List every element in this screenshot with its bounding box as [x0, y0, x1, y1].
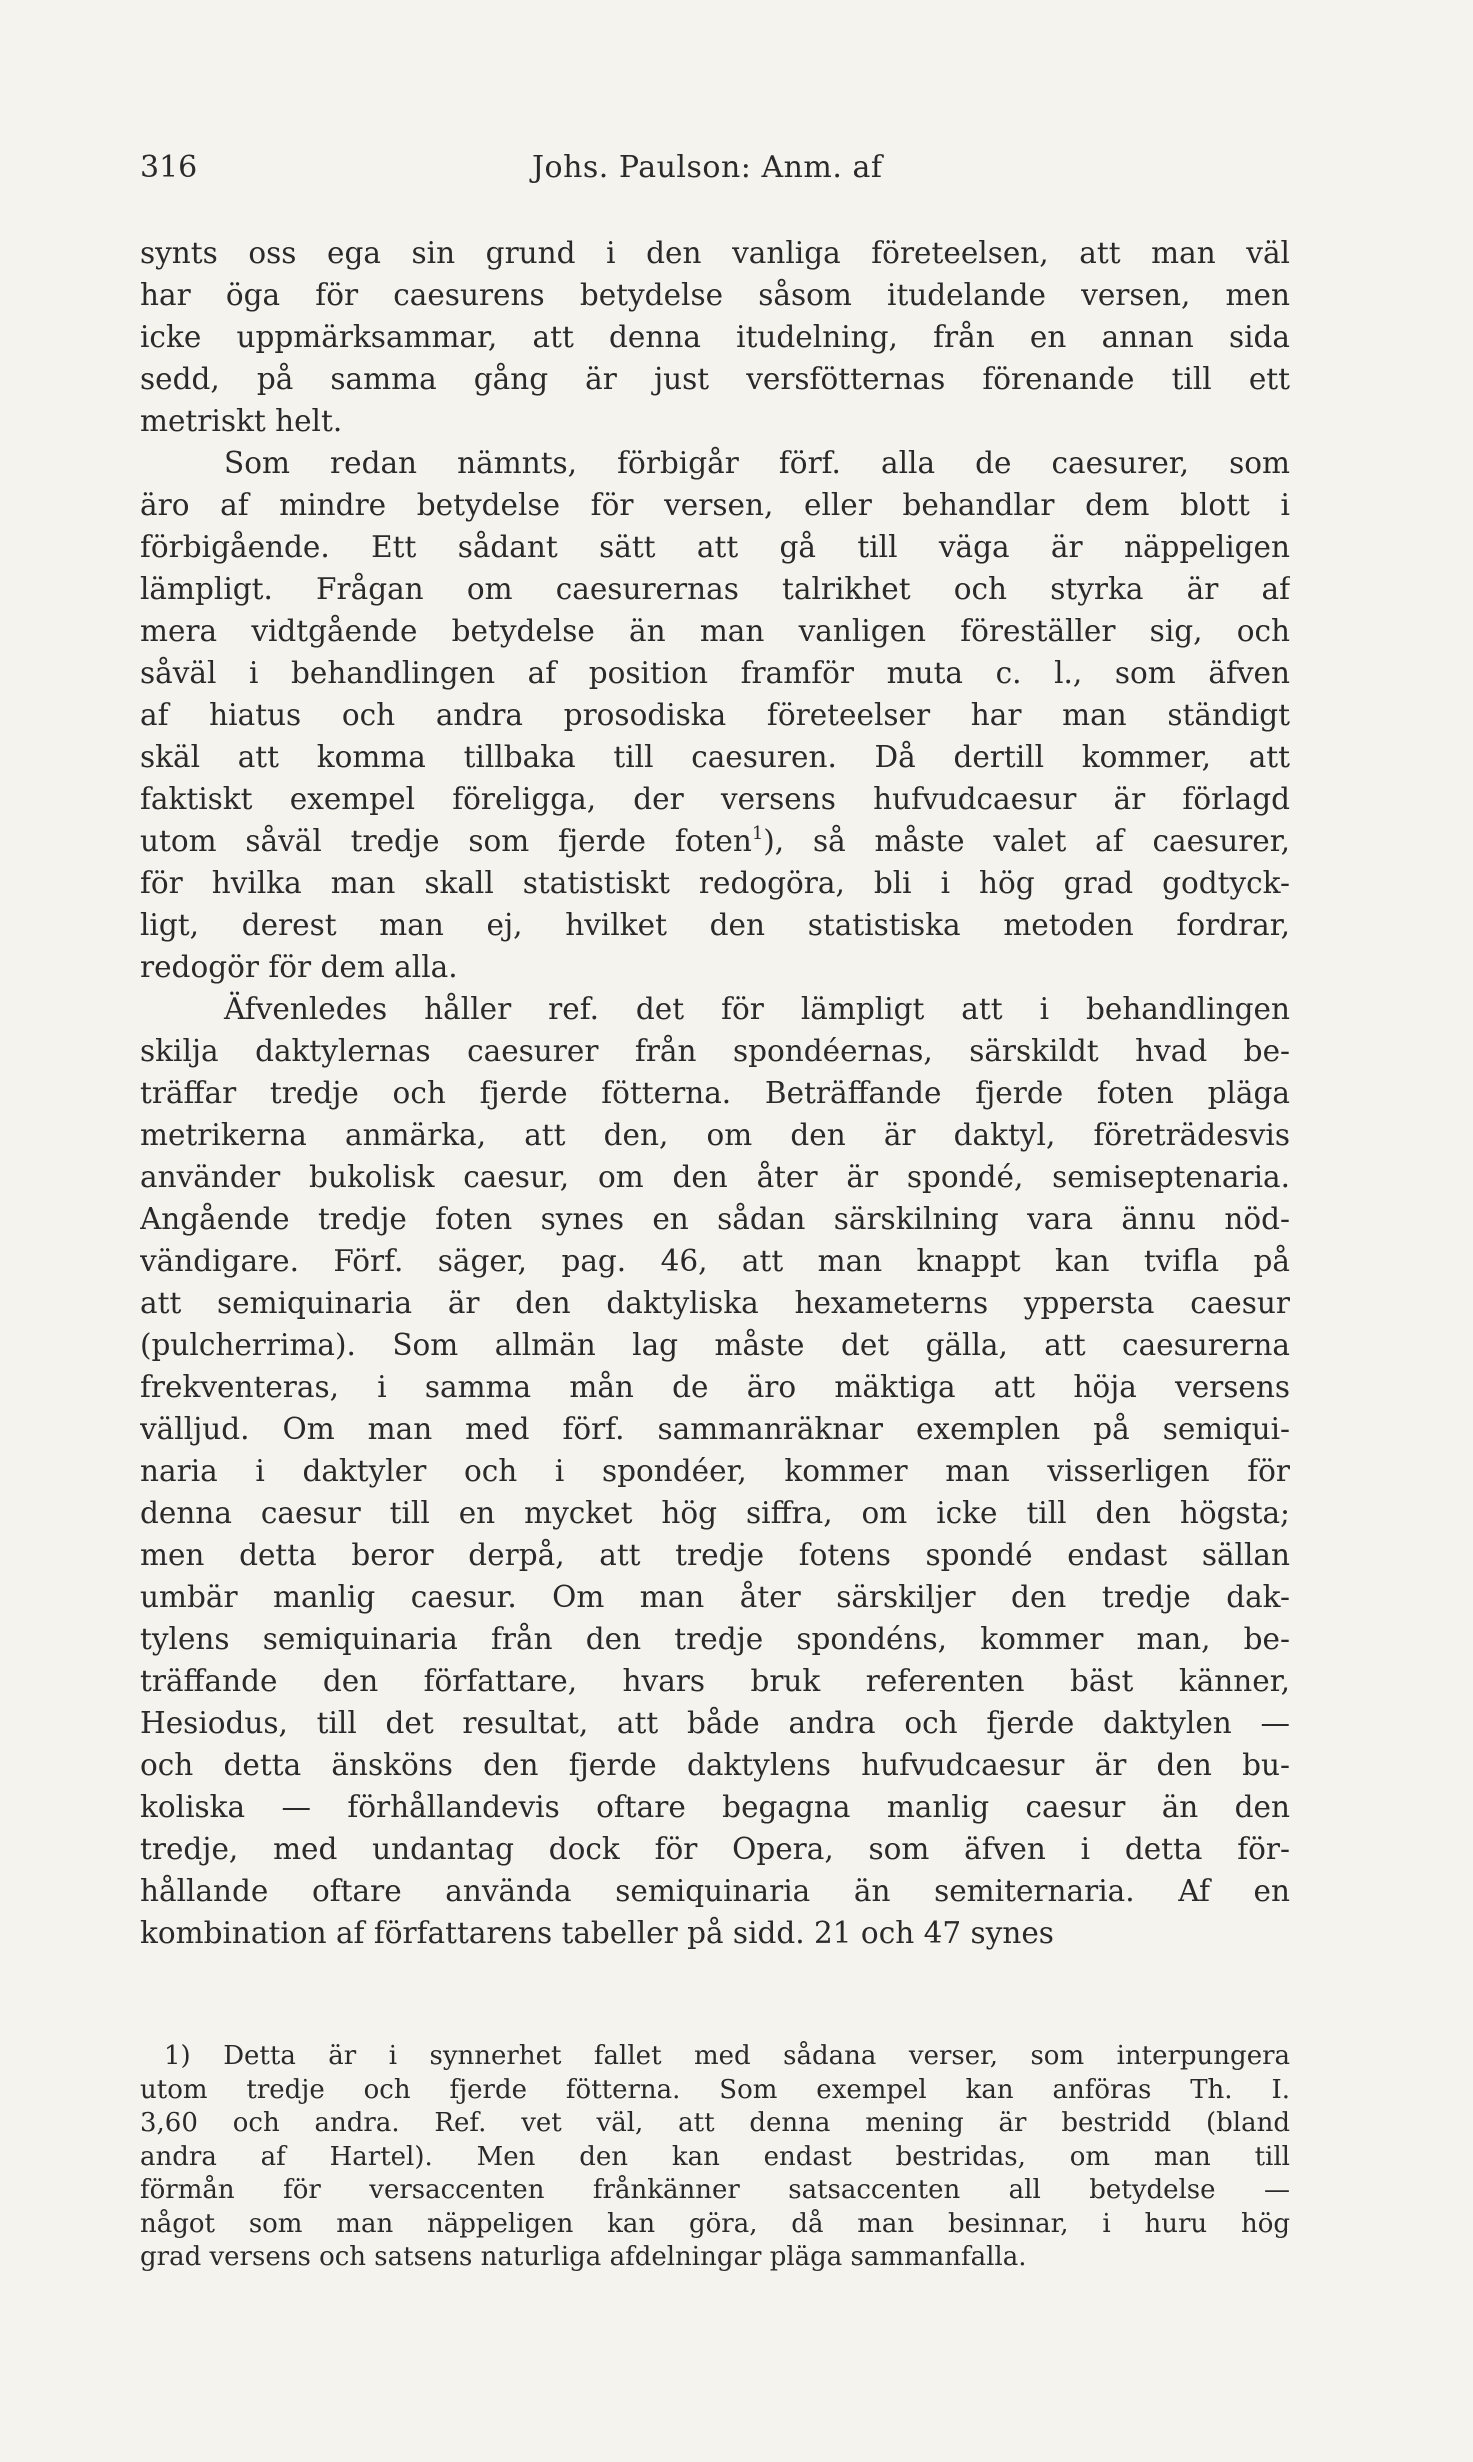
text-line: träffande den författare, hvars bruk referenten bäst känner,	[140, 1664, 1290, 1698]
body-text	[140, 232, 1290, 1954]
text-line: skäl att komma tillbaka till caesuren. Då dertill kommer, att	[140, 740, 1290, 774]
footnote-marker: 1)	[164, 2041, 191, 2071]
page-header	[140, 150, 1290, 190]
footnote-line: grad versens och satsens naturliga afdelningar pläga sammanfalla.	[140, 2242, 1027, 2272]
footnote-line: förmån för versaccenten frånkänner satsaccenten all betydelse —	[140, 2175, 1290, 2205]
text-line: lämpligt. Frågan om caesurernas talrikhet och styrka är af	[140, 572, 1290, 606]
text-line: Angående tredje foten synes en sådan särskilning vara ännu nöd-	[140, 1202, 1290, 1236]
text-line: hållande oftare använda semiquinaria än semiternaria. Af en	[140, 1874, 1290, 1908]
text-line: såväl i behandlingen af position framför muta c. l., som äfven	[140, 656, 1290, 690]
text-line: icke uppmärksammar, att denna itudelning, från en annan sida	[140, 320, 1290, 354]
text-line: äro af mindre betydelse för versen, eller behandlar dem blott i	[140, 488, 1290, 522]
text-line: denna caesur till en mycket hög siffra, om icke till den högsta;	[140, 1496, 1290, 1530]
text-line: tredje, med undantag dock för Opera, som äfven i detta för-	[140, 1832, 1290, 1866]
text-line: naria i daktyler och i spondéer, kommer man visserligen för	[140, 1454, 1290, 1488]
text-line-with-footnote	[140, 820, 1290, 862]
footnote-line: andra af Hartel). Men den kan endast bestridas, om man till	[140, 2141, 1290, 2172]
text-line: Som redan nämnts, förbigår förf. alla de caesurer, som	[224, 446, 1290, 480]
page-number: 316	[140, 150, 198, 185]
text-line: mera vidtgående betydelse än man vanligen föreställer sig, och	[140, 614, 1290, 648]
text-line: metriskt helt.	[140, 404, 343, 438]
text-line: Äfvenledes håller ref. det för lämpligt att i behandlingen	[224, 992, 1290, 1026]
text-line: har öga för caesurens betydelse såsom itudelande versen, men	[140, 278, 1290, 312]
text-line: koliska — förhållandevis oftare begagna manlig caesur än den	[140, 1790, 1290, 1824]
text-line: men detta beror derpå, att tredje fotens spondé endast sällan	[140, 1538, 1290, 1572]
text-line: välljud. Om man med förf. sammanräknar exemplen på semiqui-	[140, 1412, 1290, 1446]
text-line: och detta änsköns den fjerde daktylens hufvudcaesur är den bu-	[140, 1748, 1290, 1782]
footnote-line: utom tredje och fjerde fötterna. Som exempel kan anföras Th. I.	[140, 2074, 1290, 2105]
text-line: träffar tredje och fjerde fötterna. Beträffande fjerde foten pläga	[140, 1076, 1290, 1110]
text-line: synts oss ega sin grund i den vanliga företeelsen, att man väl	[140, 236, 1290, 270]
footnote	[140, 2040, 1290, 2275]
text-line: ligt, derest man ej, hvilket den statistiska metoden fordrar,	[140, 908, 1290, 942]
footnote-text: Detta är i synnerhet fallet med sådana verser, som interpungera	[223, 2041, 1290, 2071]
footnote-reference[interactable]: 1	[751, 823, 764, 844]
text-line: vändigare. Förf. säger, pag. 46, att man knappt kan tvifla på	[140, 1244, 1290, 1278]
text-line: umbär manlig caesur. Om man åter särskiljer den tredje dak-	[140, 1580, 1290, 1614]
footnote-line: 3,60 och andra. Ref. vet väl, att denna mening är bestridd (bland	[140, 2108, 1290, 2138]
footnote-line: något som man näppeligen kan göra, då man besinnar, i huru hög	[140, 2208, 1290, 2239]
running-head: Johs. Paulson: Anm. af	[532, 150, 883, 185]
footnote-line	[140, 2040, 1290, 2074]
text-line: faktiskt exempel föreligga, der versens hufvudcaesur är förlagd	[140, 782, 1290, 816]
text-line: förbigående. Ett sådant sätt att gå till väga är näppeligen	[140, 530, 1290, 564]
text-line: att semiquinaria är den daktyliska hexameterns yppersta caesur	[140, 1286, 1290, 1320]
text-line: frekventeras, i samma mån de äro mäktiga att höja versens	[140, 1370, 1290, 1404]
text-line: (pulcherrima). Som allmän lag måste det gälla, att caesurerna	[140, 1328, 1290, 1362]
text-line: kombination af författarens tabeller på sidd. 21 och 47 synes	[140, 1916, 1054, 1950]
text-line: af hiatus och andra prosodiska företeelser har man ständigt	[140, 698, 1290, 732]
text-line-tail: ), så måste valet af caesurer,	[763, 824, 1290, 858]
text-line: redogör för dem alla.	[140, 950, 458, 984]
text-line-head: utom såväl tredje som fjerde foten	[140, 824, 752, 858]
text-line: sedd, på samma gång är just versfötternas förenande till ett	[140, 362, 1290, 396]
text-line: skilja daktylernas caesurer från spondéernas, särskildt hvad be-	[140, 1034, 1290, 1068]
text-line: metrikerna anmärka, att den, om den är daktyl, företrädesvis	[140, 1118, 1290, 1152]
text-line: för hvilka man skall statistiskt redogöra, bli i hög grad godtyck-	[140, 866, 1290, 900]
text-line: tylens semiquinaria från den tredje spondéns, kommer man, be-	[140, 1622, 1290, 1656]
text-line: Hesiodus, till det resultat, att både andra och fjerde daktylen —	[140, 1706, 1290, 1740]
text-line: använder bukolisk caesur, om den åter är spondé, semiseptenaria.	[140, 1160, 1290, 1194]
